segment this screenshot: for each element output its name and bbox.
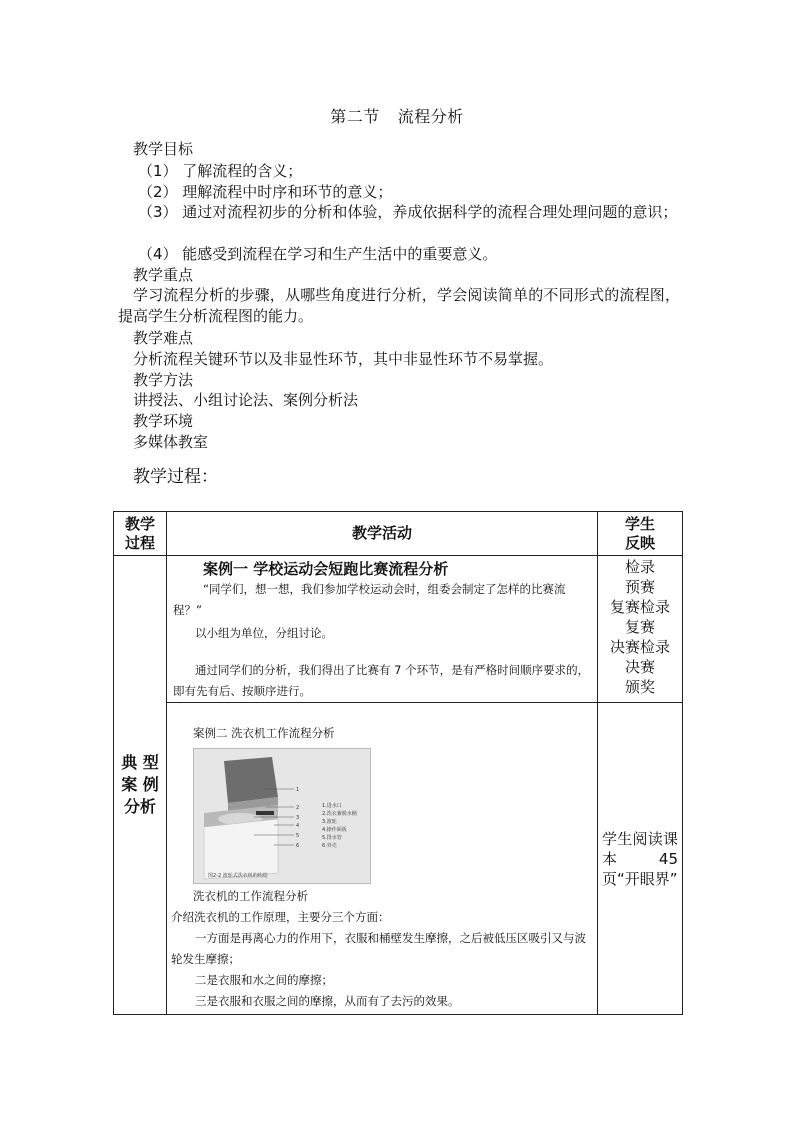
case1-steps — [598, 556, 683, 703]
header-response-line2: 反映 — [624, 533, 655, 552]
case2-point-3: 三是衣服和衣服之间的摩擦，从而有了去污的效果。 — [195, 994, 460, 1008]
case2-intro: 介绍洗衣机的工作原理，主要分三个方面： — [171, 910, 390, 924]
case1-cell — [167, 556, 598, 703]
key-text: 学习流程分析的步骤，从哪些角度进行分析，学会阅读简单的不同形式的流程图，提高学生分析流程图的能力。 — [118, 286, 680, 325]
case2-point-2: 二是衣服和水之间的摩擦； — [195, 973, 333, 987]
svg-text:4: 4 — [296, 823, 300, 829]
method-heading: 教学方法 — [133, 371, 194, 389]
side-label-line2: 案 例 — [121, 775, 159, 794]
case1-group: 以小组为单位，分组讨论。 — [195, 626, 333, 640]
key-heading: 教学重点 — [133, 266, 194, 284]
objective-3: （3） 通过对流程初步的分析和体验，养成依据科学的流程合理处理问题的意识； — [138, 203, 678, 221]
step-semifinal: 复赛 — [624, 618, 655, 636]
case1-result: 通过同学们的分析，我们得出了比赛有 7 个环节，是有严格时间顺序要求的，即有先有后、按顺序进行。 — [173, 663, 590, 698]
case2-response: 学生阅读课本 45 页“开眼界” — [598, 703, 683, 1015]
case2-title: 案例二 洗衣机工作流程分析 — [193, 726, 335, 740]
svg-text:1: 1 — [296, 787, 300, 793]
method-text: 讲授法、小组讨论法、案例分析法 — [133, 391, 359, 409]
svg-text:5: 5 — [296, 833, 300, 839]
step-final-checkin: 决赛检录 — [609, 638, 670, 656]
header-response — [598, 512, 683, 556]
header-response-line1: 学生 — [624, 514, 655, 533]
title-topic: 流程分析 — [397, 107, 464, 126]
step-final: 决赛 — [624, 658, 655, 676]
svg-text:6: 6 — [296, 843, 300, 849]
case2-cell — [167, 703, 598, 1015]
case1-title: 案例一 学校运动会短跑比赛流程分析 — [203, 560, 449, 578]
part-2-label: 2.洗衣兼脱水桶 — [322, 811, 357, 817]
washing-machine-diagram — [194, 749, 370, 883]
page-title — [0, 104, 794, 127]
header-process-line1: 教学 — [124, 514, 155, 533]
step-checkin: 检录 — [624, 558, 655, 576]
side-label-line1: 典 型 — [121, 753, 159, 772]
typical-case-label — [114, 556, 167, 1015]
part-5-label: 5.排水管 — [322, 835, 342, 841]
machine-lid — [224, 757, 278, 803]
env-text: 多媒体教室 — [133, 433, 209, 451]
teaching-process-table — [113, 511, 683, 1015]
header-process-line2: 过程 — [124, 533, 155, 552]
step-prelim: 预赛 — [624, 578, 655, 596]
header-process — [114, 512, 167, 556]
side-label-line3: 分析 — [123, 797, 156, 816]
process-heading: 教学过程： — [133, 467, 218, 487]
svg-text:3: 3 — [296, 815, 300, 821]
figure-caption: 图2-2 波轮式洗衣机的构造 — [208, 873, 268, 879]
title-section: 第二节 — [330, 107, 380, 126]
objective-4: （4） 能感受到流程在学习和生产生活中的重要意义。 — [138, 245, 498, 263]
case1-quote: “同学们，想一想，我们参加学校运动会时，组委会制定了怎样的比赛流程？” — [173, 582, 566, 617]
part-1-label: 1.进水口 — [322, 803, 342, 809]
objective-2: （2） 理解流程中时序和环节的意义； — [138, 183, 393, 201]
case2-point-1: 一方面是再离心力的作用下，衣服和桶壁发生摩擦，之后被低压区吸引又与波轮发生摩擦； — [171, 931, 586, 966]
case2-flow-title: 洗衣机的工作流程分析 — [193, 889, 308, 903]
objectives-heading: 教学目标 — [133, 140, 194, 158]
part-4-label: 4.操作面板 — [322, 827, 347, 833]
difficulty-heading: 教学难点 — [133, 329, 194, 347]
washing-machine-figure — [193, 748, 371, 884]
objective-1: （1） 了解流程的含义； — [138, 162, 303, 180]
part-3-label: 3.波轮 — [322, 819, 337, 825]
env-heading: 教学环境 — [133, 412, 194, 430]
machine-body — [204, 819, 278, 879]
difficulty-text: 分析流程关键环节以及非显性环节，其中非显性环节不易掌握。 — [133, 350, 554, 368]
svg-text:2: 2 — [296, 805, 300, 811]
part-6-label: 6.外壳 — [322, 843, 337, 849]
step-semifinal-checkin: 复赛检录 — [609, 598, 670, 616]
step-awards: 颁奖 — [624, 678, 655, 696]
header-activity: 教学活动 — [167, 512, 598, 556]
